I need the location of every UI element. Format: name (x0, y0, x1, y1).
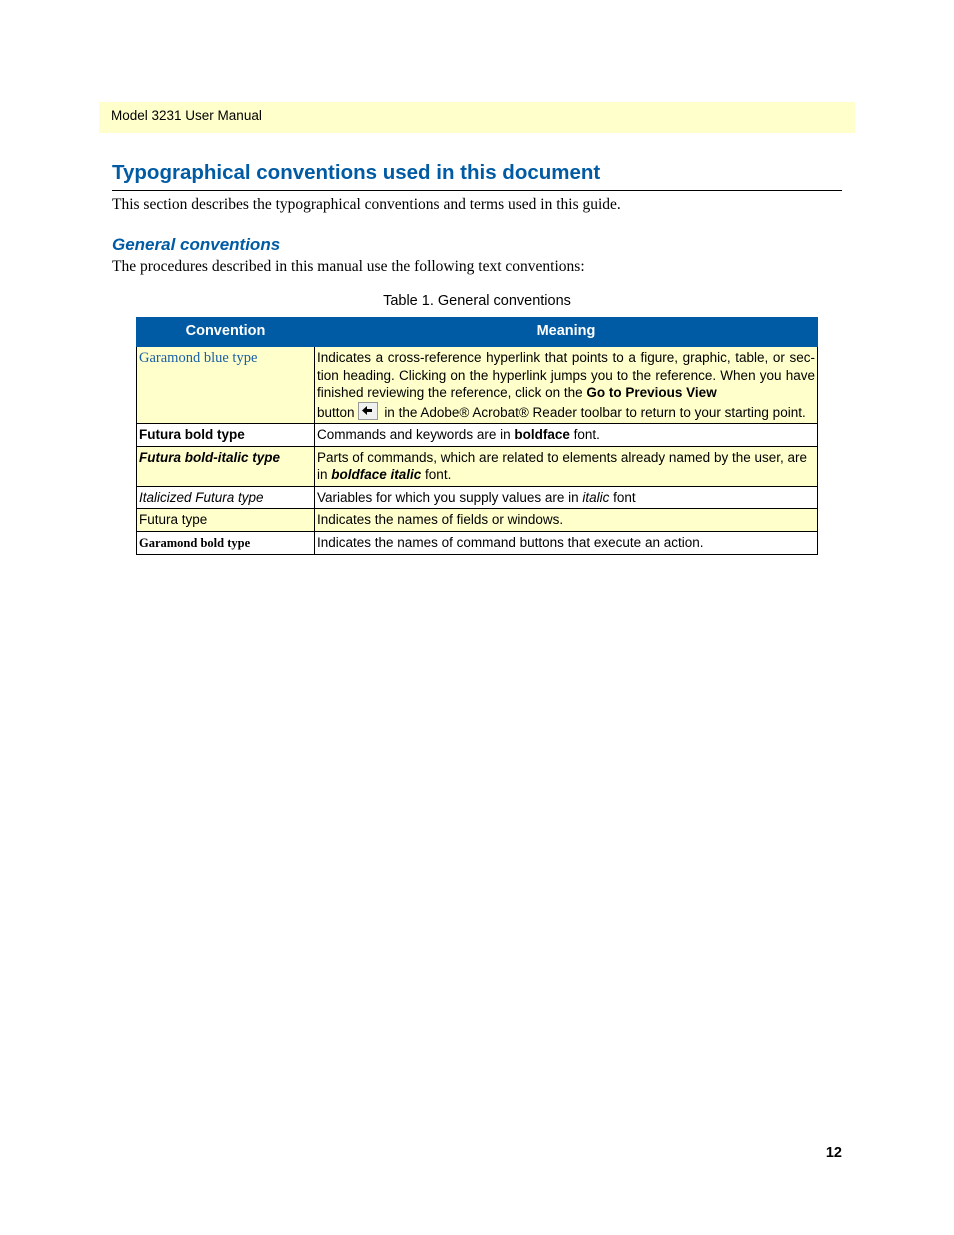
section-heading: Typographical conventions used in this document (112, 160, 842, 191)
conventions-table (136, 317, 818, 555)
table-header-row (137, 318, 818, 347)
meaning-italic-text: italic (582, 489, 610, 505)
convention-cell (137, 486, 315, 509)
meaning-text: Indicates the names of command buttons that execute an action. (317, 534, 704, 550)
meaning-text: font. (569, 427, 600, 442)
table-row (137, 446, 818, 486)
meaning-text: button (317, 404, 355, 420)
table-caption: Table 1. General conventions (383, 293, 571, 309)
convention-cell (137, 424, 315, 447)
convention-label: Italicized Futura type (139, 489, 264, 505)
meaning-cell (315, 486, 818, 509)
convention-label: Garamond blue type (139, 350, 258, 366)
meaning-text: Parts of commands, which are related to elements already named by the user, are in (317, 449, 808, 482)
header-title: Model 3231 User Manual (111, 108, 262, 123)
meaning-text: Indicates a cross-reference hyperlink that points to a figure, graphic, table, or sec-tion heading. Clicking on the hyperlink jumps you to the reference. When you have finished reviewing the reference, click on the (317, 350, 815, 400)
back-arrow-icon (358, 402, 378, 420)
meaning-cell (315, 347, 818, 424)
meaning-text: in the Adobe® Acrobat® Reader toolbar to return to your starting point. (384, 404, 806, 420)
convention-cell (137, 347, 315, 424)
convention-cell (137, 446, 315, 486)
meaning-bold-text: boldface (514, 427, 570, 442)
meaning-cell (315, 424, 818, 447)
meaning-text: Commands and keywords are in (317, 427, 515, 442)
convention-cell (137, 509, 315, 532)
table-row (137, 347, 818, 424)
meaning-bold-italic-text: boldface italic (331, 467, 422, 482)
meaning-text: font (609, 489, 636, 505)
column-header-convention: Convention (137, 318, 315, 347)
running-header (99, 102, 855, 133)
convention-label: Futura type (139, 512, 208, 527)
subsection-text: The procedures described in this manual use the following text conventions: (112, 258, 585, 275)
table-row (137, 509, 818, 532)
table-row (137, 424, 818, 447)
meaning-text: Variables for which you supply values are in (317, 489, 583, 505)
meaning-cell (315, 446, 818, 486)
meaning-cell (315, 531, 818, 555)
table-row (137, 486, 818, 509)
meaning-text: font. (421, 467, 452, 482)
convention-label: Garamond bold type (139, 535, 251, 550)
subsection-heading: General conventions (112, 235, 281, 254)
table-row (137, 531, 818, 555)
convention-label: Futura bold-italic type (139, 449, 281, 465)
meaning-bold-text: Go to Previous View (586, 385, 717, 400)
convention-cell (137, 531, 315, 555)
meaning-cell (315, 509, 818, 532)
column-header-meaning: Meaning (315, 318, 818, 347)
page-number: 12 (825, 1145, 842, 1161)
convention-label: Futura bold type (139, 427, 245, 442)
section-intro: This section describes the typographical conventions and terms used in this guide. (112, 196, 621, 213)
meaning-text: Indicates the names of fields or windows. (317, 512, 564, 527)
